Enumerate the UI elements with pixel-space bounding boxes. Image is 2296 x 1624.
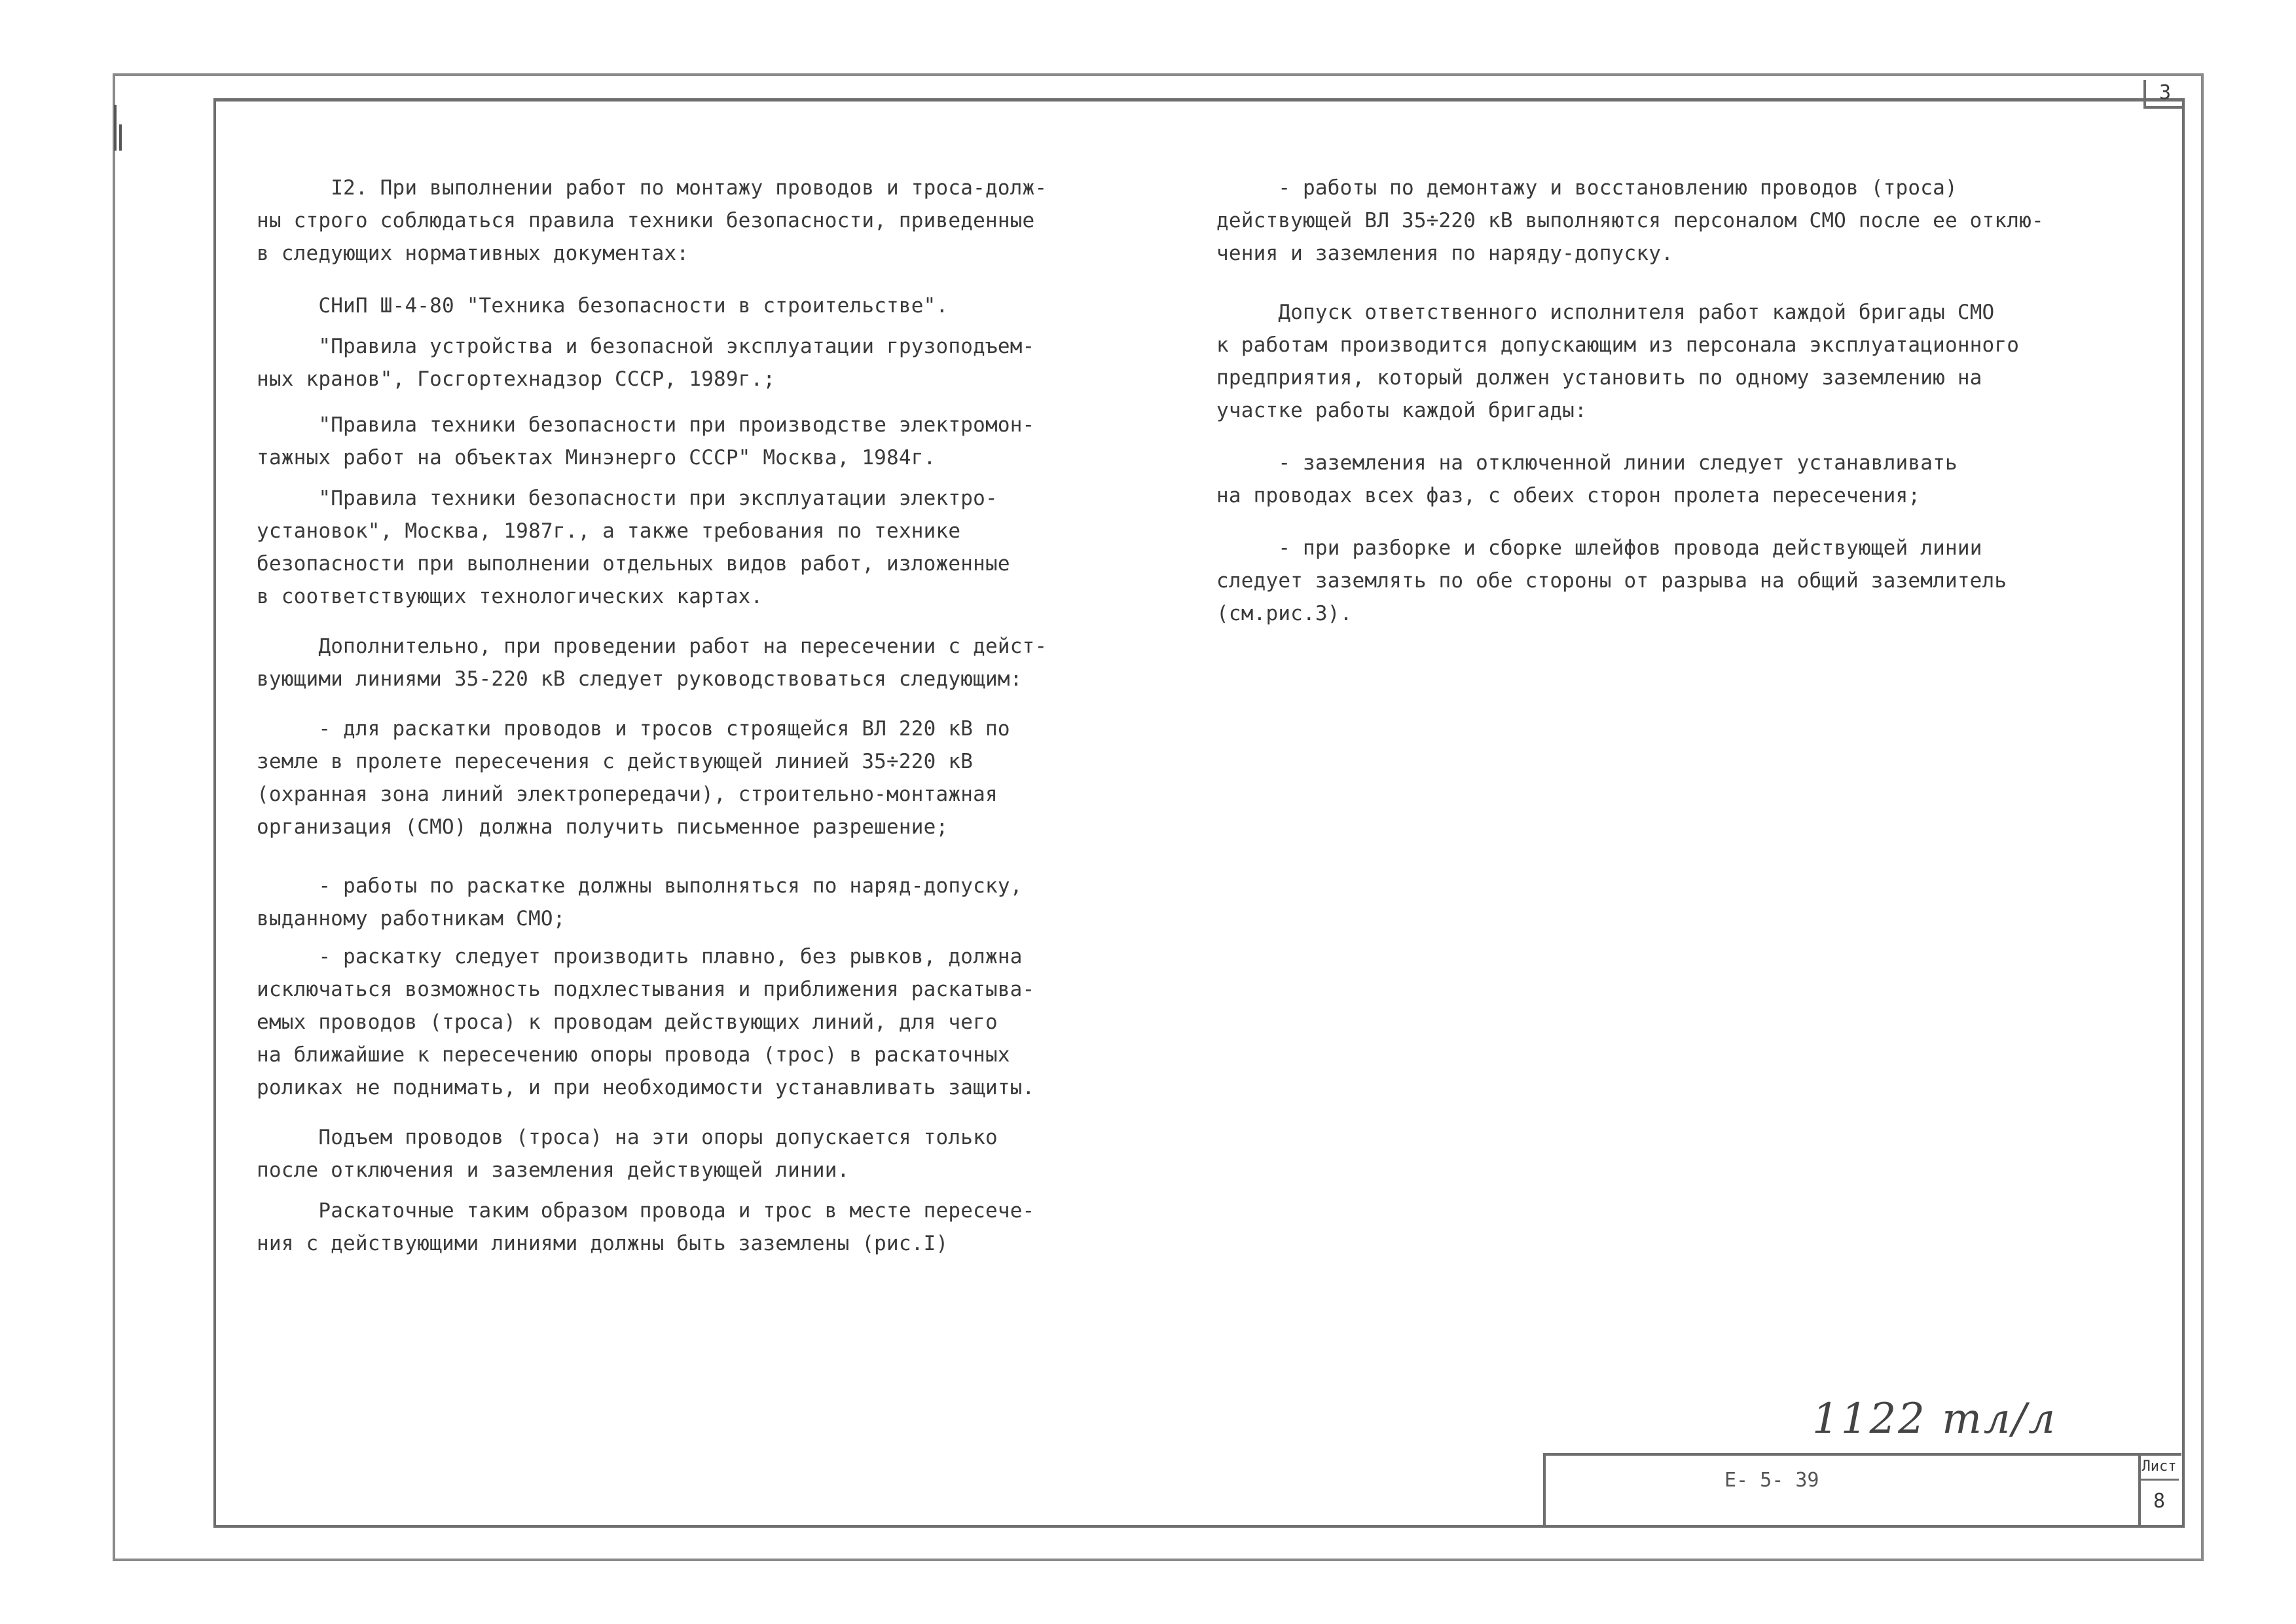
sheet-number: 3 <box>2143 80 2184 109</box>
title-block <box>1543 1453 2141 1525</box>
paragraph: - работы по раскатке должны выполняться по наряд-допуску, выданному работникам СМО; <box>257 874 1023 931</box>
margin-tick <box>119 124 122 151</box>
paragraph: - при разборке и сборке шлейфов провода действующей линии следует заземлять по обе стороны от разрыва на общий заземлитель (см.рис.3). <box>1216 536 2007 625</box>
paragraph: - работы по демонтажу и восстановлению проводов (троса) действующей ВЛ 35÷220 кВ выполняются персоналом СМО после ее отклю- чения и заземления по наряду-допуску. <box>1216 176 2044 265</box>
paragraph: "Правила техники безопасности при эксплуатации электро- установок", Москва, 1987г., а также требования по технике безопасности при выполнении отдельных видов работ, изложенные в соответствующих технологических картах. <box>257 487 1010 608</box>
paragraph: - для раскатки проводов и тросов строящейся ВЛ 220 кВ по земле в пролете пересечения с действующей линией 35÷220 кВ (охранная зона линий электропередачи), строительно-монтажная организация (СМО) должна получить письменное разрешение; <box>257 717 1010 839</box>
paragraph: "Правила техники безопасности при производстве электромон- тажных работ на объектах Минэнерго СССР" Москва, 1984г. <box>257 413 1035 470</box>
paragraph: - заземления на отключенной линии следует устанавливать на проводах всех фаз, с обеих сторон пролета пересечения; <box>1216 451 1958 507</box>
margin-tick <box>114 105 117 151</box>
sheet-value: 8 <box>2153 1490 2166 1513</box>
paragraph: Раскаточные таким образом провода и трос в месте пересече- ния с действующими линиями должны быть заземлены (рис.I) <box>257 1199 1035 1255</box>
handwritten-note: 1122 тл/л <box>1812 1395 2057 1443</box>
paragraph: Дополнительно, при проведении работ на пересечении с дейст- вующими линиями 35-220 кВ следует руководствоваться следующим: <box>257 635 1048 691</box>
paragraph: Допуск ответственного исполнителя работ каждой бригады СМО к работам производится допускающим из персонала эксплуатационного предприятия, который должен установить по одному заземлению на участке работы каждой бригады: <box>1216 301 2020 422</box>
right-column <box>1216 172 2095 630</box>
left-column <box>257 172 1105 1260</box>
paragraph: Подъем проводов (троса) на эти опоры допускается только после отключения и заземления действующей линии. <box>257 1126 998 1182</box>
document-code: Е- 5- 39 <box>1724 1469 1819 1492</box>
paragraph: "Правила устройства и безопасной эксплуатации грузоподъем- ных кранов", Госгортехнадзор СССР, 1989г.; <box>257 335 1035 391</box>
paragraph: - раскатку следует производить плавно, без рывков, должна исключаться возможность подхлестывания и приближения раскатыва- емых проводов (троса) к проводам действующих линий, для чего на ближайшие к пересечению опоры провода (трос) в раскаточных роликах не поднимать, и при необходимости устанавливать защиты. <box>257 945 1035 1099</box>
paragraph: I2. При выполнении работ по монтажу проводов и троса-долж- ны строго соблюдаться правила техники безопасности, приведенные в следующих нормативных документах: <box>257 176 1048 265</box>
paragraph: СНиП Ш-4-80 "Техника безопасности в строительстве". <box>257 294 949 318</box>
sheet-label: Лист <box>2140 1455 2179 1481</box>
